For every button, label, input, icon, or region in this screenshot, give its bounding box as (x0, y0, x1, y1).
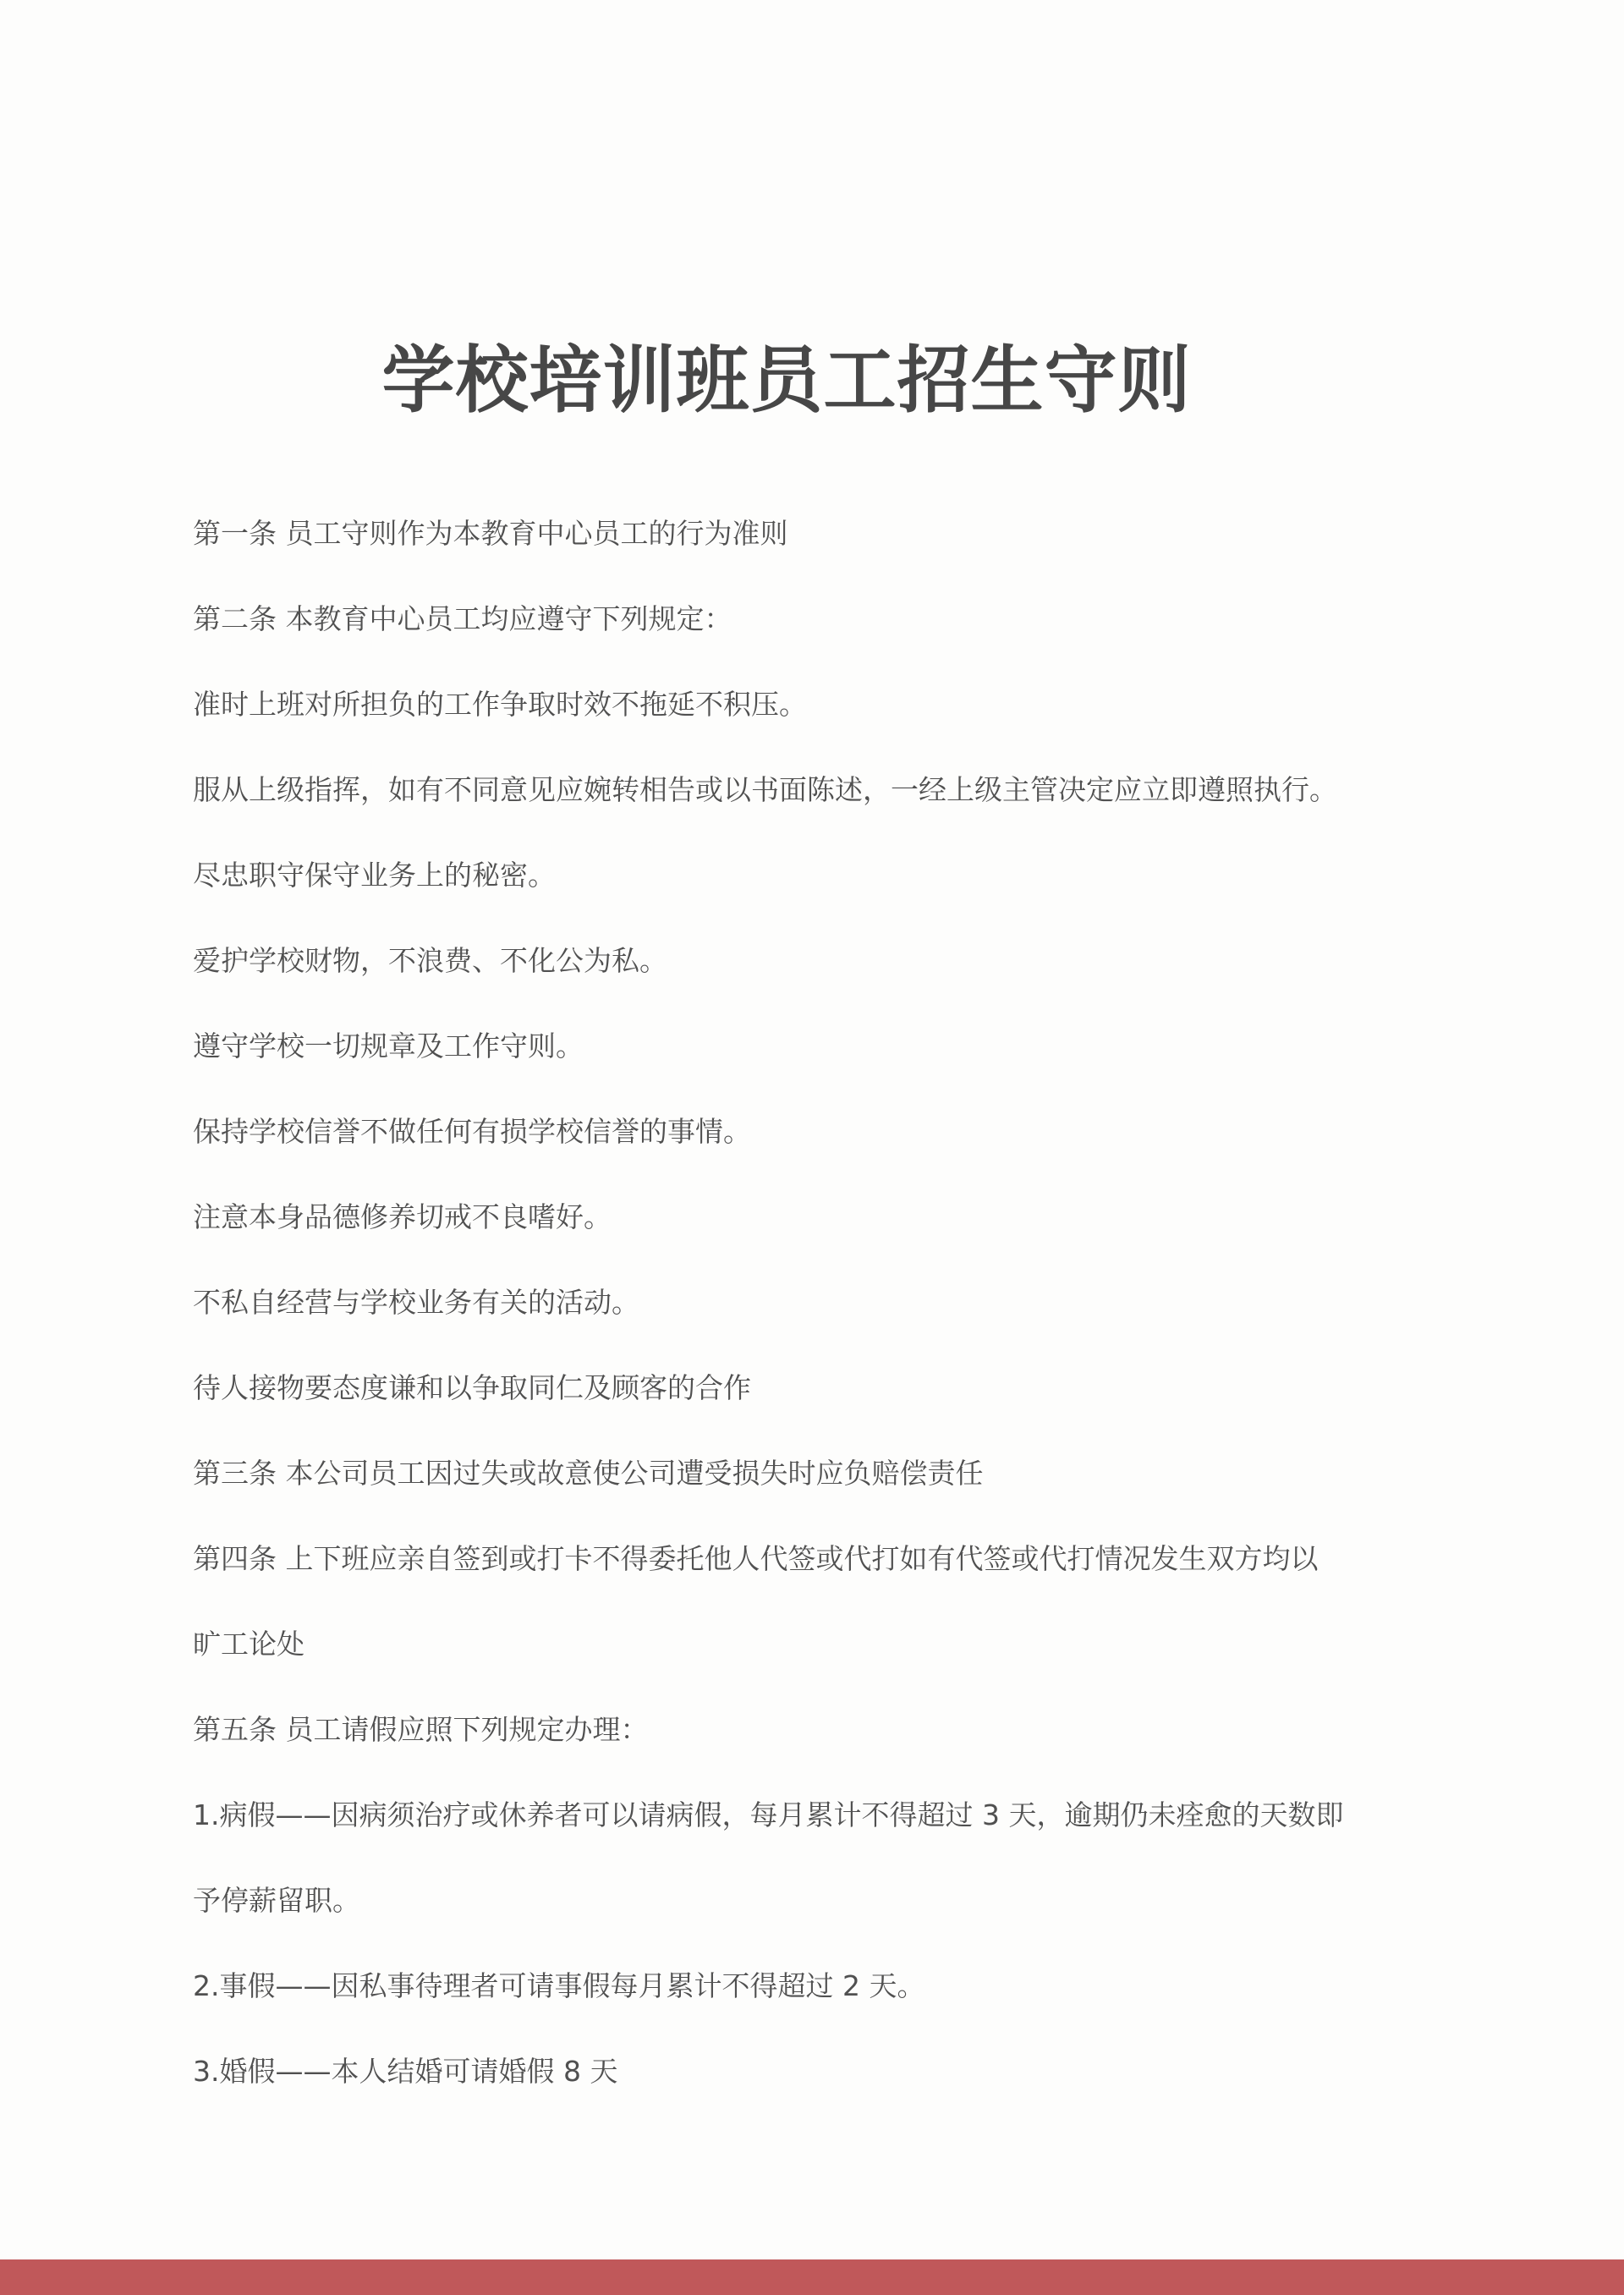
paragraph-rule: 准时上班对所担负的工作争取时效不拖延不积压。 (193, 688, 807, 721)
paragraph-article-4: 第四条 上下班应亲自签到或打卡不得委托他人代签或代打如有代签或代打情况发生双方均以 (193, 1542, 1319, 1575)
paragraph-rule: 保持学校信誉不做任何有损学校信誉的事情。 (193, 1115, 751, 1148)
paragraph-rule: 注意本身品德修养切戒不良嗜好。 (193, 1200, 612, 1233)
paragraph-rule: 服从上级指挥，如有不同意见应婉转相告或以书面陈述，一经上级主管决定应立即遵照执行。 (193, 773, 1337, 806)
paragraph-sick-leave: 1.病假——因病须治疗或休养者可以请病假，每月累计不得超过 3 天，逾期仍未痊愈的天数即 (193, 1798, 1344, 1831)
paragraph-article-5: 第五条 员工请假应照下列规定办理： (193, 1713, 649, 1746)
paragraph-rule: 待人接物要态度谦和以争取同仁及顾客的合作 (193, 1371, 751, 1404)
paragraph-rule: 不私自经营与学校业务有关的活动。 (193, 1286, 639, 1319)
paragraph-marriage-leave: 3.婚假——本人结婚可请婚假 8 天 (193, 2055, 618, 2088)
paragraph-article-3: 第三条 本公司员工因过失或故意使公司遭受损失时应负赔偿责任 (193, 1457, 984, 1490)
footer-bar (0, 2259, 1624, 2295)
paragraph-article-4-cont: 旷工论处 (193, 1628, 304, 1661)
paragraph-sick-leave-cont: 予停薪留职。 (193, 1884, 360, 1917)
paragraph-rule: 尽忠职守保守业务上的秘密。 (193, 859, 556, 892)
paragraph-personal-leave: 2.事假——因私事待理者可请事假每月累计不得超过 2 天。 (193, 1969, 925, 2002)
paragraph-rule: 遵守学校一切规章及工作守则。 (193, 1029, 584, 1062)
document-body (193, 491, 1428, 2114)
paragraph-rule: 爱护学校财物，不浪费、不化公为私。 (193, 944, 667, 977)
paragraph-article-1: 第一条 员工守则作为本教育中心员工的行为准则 (193, 517, 788, 550)
paragraph-article-2: 第二条 本教育中心员工均应遵守下列规定： (193, 602, 732, 635)
document-title: 学校培训班员工招生守则 (381, 338, 1192, 423)
